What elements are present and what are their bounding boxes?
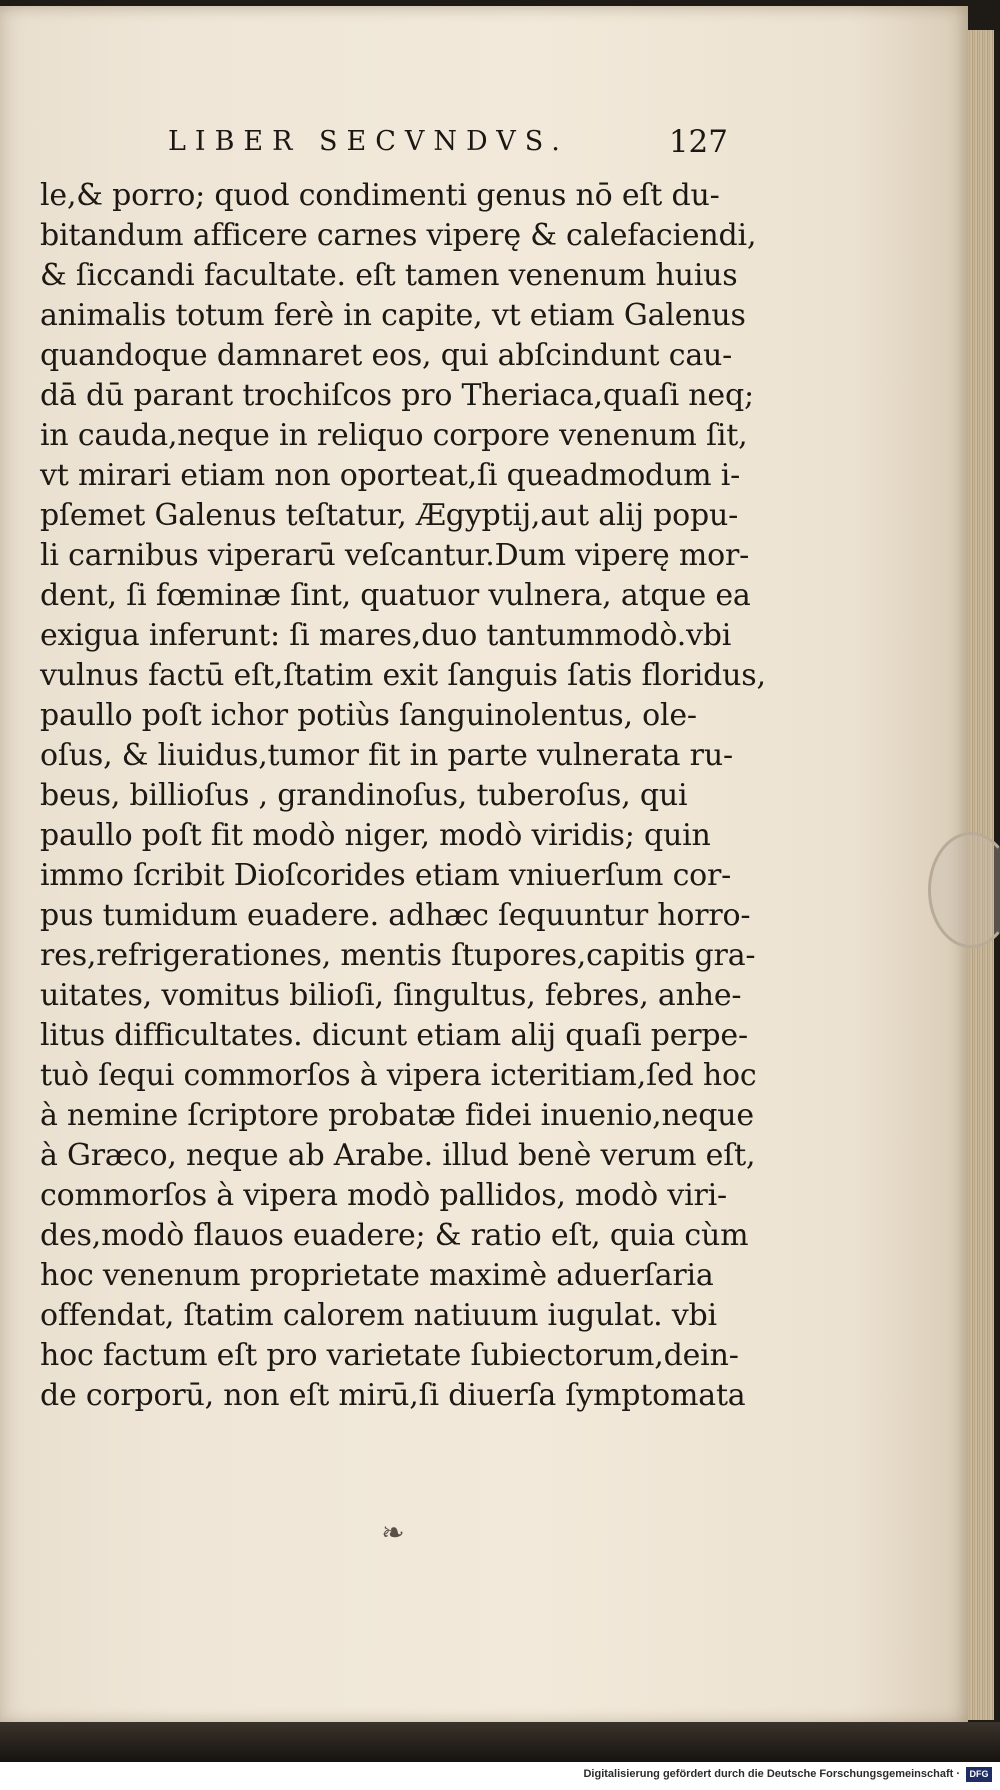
text-line: tuò ſequi commorſos à vipera icteritiam,ſed hoc: [40, 1058, 757, 1093]
text-line: in cauda,neque in reliquo corpore venenum ſit,: [40, 418, 748, 453]
text-line: uitates, vomitus bilioſi, ſingultus, febres, anhe-: [40, 978, 742, 1013]
text-line: vt mirari etiam non oporteat,ſi queadmodum i-: [40, 458, 741, 493]
running-head: [168, 126, 728, 172]
dfg-logo: DFG: [966, 1767, 992, 1782]
text-line: res,refrigerationes, mentis ſtupores,capitis gra-: [40, 938, 756, 973]
text-line: bitandum afficere carnes viperę & calefaciendi,: [40, 218, 757, 253]
text-line: immo ſcribit Dioſcorides etiam vniuerſum cor-: [40, 858, 732, 893]
text-line: vulnus factū eſt,ſtatim exit ſanguis ſatis floridus,: [40, 658, 766, 693]
text-line: litus difficultates. dicunt etiam alij quaſi perpe-: [40, 1018, 748, 1053]
text-line: des,modò flauos euadere; & ratio eſt, quia cùm: [40, 1218, 749, 1253]
text-line: offendat, ſtatim calorem natiuum iugulat. vbi: [40, 1298, 717, 1333]
page-number: 127: [668, 124, 728, 160]
body-text: [40, 176, 766, 1416]
text-line: de corporū, non eſt mirū,ſi diuerſa ſymptomata: [40, 1378, 746, 1413]
text-line: à Græco, neque ab Arabe. illud benè verum eſt,: [40, 1138, 756, 1173]
scan-bottom-band: [0, 1722, 1000, 1762]
text-line: hoc factum eſt pro varietate ſubiectorum,dein-: [40, 1338, 739, 1373]
text-line: commorſos à vipera modò pallidos, modò viri-: [40, 1178, 727, 1213]
text-line: oſus, & liuidus,tumor fit in parte vulnerata ru-: [40, 738, 733, 773]
text-line: & ſiccandi facultate. eſt tamen venenum huius: [40, 258, 738, 293]
text-line: paullo poſt fit modò niger, modò viridis; quin: [40, 818, 711, 853]
ornament-icon: ❧: [381, 1516, 405, 1549]
running-head-title: LIBER SECVNDVS.: [168, 126, 569, 157]
text-line: dā dū parant trochiſcos pro Theriaca,quaſi neq;: [40, 378, 754, 413]
text-line: beus, billioſus , grandinoſus, tuberoſus, qui: [40, 778, 688, 813]
text-line: dent, ſi fœminæ ſint, quatuor vulnera, atque ea: [40, 578, 751, 613]
text-line: li carnibus viperarū veſcantur.Dum viperę mor-: [40, 538, 750, 573]
text-line: à nemine ſcriptore probatæ fidei inuenio,neque: [40, 1098, 754, 1133]
footer-bar: [0, 1762, 1000, 1790]
text-line: le,& porro; quod condimenti genus nō eſt du-: [40, 178, 720, 213]
book-page: [0, 6, 968, 1724]
text-line: paullo poſt ichor potiùs ſanguinolentus, ole-: [40, 698, 697, 733]
text-line: quandoque damnaret eos, qui abſcindunt cau-: [40, 338, 733, 373]
footer-credit: Digitalisierung gefördert durch die Deutsche Forschungsgemeinschaft ·: [583, 1768, 960, 1780]
text-line: animalis totum ferè in capite, vt etiam Galenus: [40, 298, 746, 333]
text-line: exigua inferunt: ſi mares,duo tantummodò.vbi: [40, 618, 732, 653]
text-line: hoc venenum proprietate maximè aduerſaria: [40, 1258, 714, 1293]
text-line: pſemet Galenus teſtatur, Ægyptij,aut alij popu-: [40, 498, 739, 533]
text-line: pus tumidum euadere. adhæc ſequuntur horro-: [40, 898, 751, 933]
